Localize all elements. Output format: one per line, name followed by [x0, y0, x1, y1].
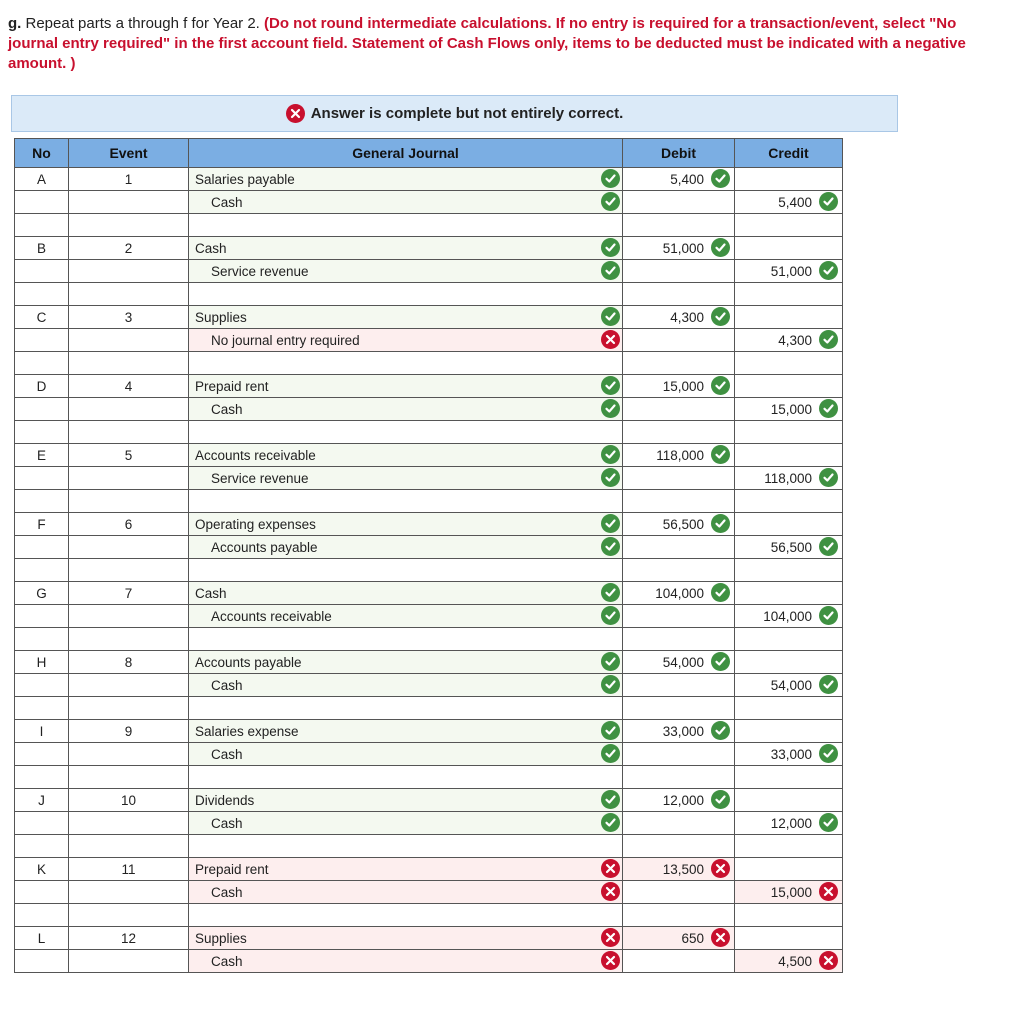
- table-row: [15, 881, 843, 904]
- entry-event: 2: [69, 237, 189, 260]
- entry-event: 1: [69, 168, 189, 191]
- spacer-row: [15, 628, 843, 651]
- table-row: [15, 720, 843, 743]
- debit-value: 12,000: [662, 792, 704, 808]
- header-event: Event: [69, 139, 189, 168]
- credit-field[interactable]: [735, 375, 843, 398]
- entry-event: 3: [69, 306, 189, 329]
- debit-field[interactable]: [623, 191, 735, 214]
- debit-field[interactable]: [623, 674, 735, 697]
- table-row: [15, 789, 843, 812]
- credit-field[interactable]: [735, 168, 843, 191]
- check-circle-icon: [601, 376, 620, 395]
- check-circle-icon: [601, 399, 620, 418]
- check-circle-icon: [711, 238, 730, 257]
- check-circle-icon: [601, 652, 620, 671]
- debit-value: 33,000: [662, 723, 704, 739]
- table-row: [15, 168, 843, 191]
- spacer-row: [15, 697, 843, 720]
- check-circle-icon: [819, 744, 838, 763]
- credit-field[interactable]: [735, 720, 843, 743]
- credit-field[interactable]: [735, 467, 843, 490]
- credit-field[interactable]: [735, 743, 843, 766]
- credit-value: 118,000: [764, 470, 812, 486]
- account-field[interactable]: [189, 168, 623, 191]
- credit-field[interactable]: [735, 651, 843, 674]
- check-circle-icon: [601, 813, 620, 832]
- table-row: [15, 444, 843, 467]
- entry-no: H: [15, 651, 69, 674]
- credit-field[interactable]: [735, 329, 843, 352]
- credit-value: 33,000: [770, 746, 812, 762]
- debit-field[interactable]: [623, 375, 735, 398]
- table-header-row: [15, 139, 843, 168]
- spacer-row: [15, 352, 843, 375]
- part-label: g.: [8, 15, 22, 32]
- header-general-journal: General Journal: [189, 139, 623, 168]
- debit-field[interactable]: [623, 812, 735, 835]
- check-circle-icon: [711, 376, 730, 395]
- banner-text: Answer is complete but not entirely correct.: [310, 105, 624, 122]
- credit-value: 104,000: [763, 608, 812, 624]
- check-circle-icon: [601, 261, 620, 280]
- x-circle-icon: [711, 928, 730, 947]
- x-circle-icon: [711, 859, 730, 878]
- table-row: [15, 582, 843, 605]
- spacer-row: [15, 490, 843, 513]
- credit-field[interactable]: [735, 927, 843, 950]
- account-name: Supplies: [195, 309, 247, 325]
- table-row: [15, 812, 843, 835]
- header-debit: Debit: [623, 139, 735, 168]
- entry-no: K: [15, 858, 69, 881]
- account-name: Cash: [211, 746, 243, 762]
- table-row: [15, 927, 843, 950]
- account-field[interactable]: [189, 927, 623, 950]
- check-circle-icon: [601, 238, 620, 257]
- spacer-row: [15, 421, 843, 444]
- debit-value: 56,500: [662, 516, 704, 532]
- account-name: Cash: [211, 677, 243, 693]
- table-row: [15, 513, 843, 536]
- check-circle-icon: [819, 675, 838, 694]
- check-circle-icon: [601, 583, 620, 602]
- debit-field[interactable]: [623, 582, 735, 605]
- debit-field[interactable]: [623, 168, 735, 191]
- header-no: No: [15, 139, 69, 168]
- debit-value: 650: [681, 930, 704, 946]
- account-field[interactable]: [189, 237, 623, 260]
- check-circle-icon: [601, 675, 620, 694]
- credit-field[interactable]: [735, 582, 843, 605]
- account-name: Prepaid rent: [195, 378, 269, 394]
- entry-no: B: [15, 237, 69, 260]
- check-circle-icon: [601, 307, 620, 326]
- account-field[interactable]: [189, 674, 623, 697]
- entry-no: G: [15, 582, 69, 605]
- credit-value: 56,500: [770, 539, 812, 555]
- credit-value: 12,000: [770, 815, 812, 831]
- entry-no: J: [15, 789, 69, 812]
- x-circle-icon: [601, 928, 620, 947]
- table-row: [15, 306, 843, 329]
- x-circle-icon: [601, 882, 620, 901]
- account-name: Cash: [211, 953, 243, 969]
- account-name: Cash: [211, 884, 243, 900]
- credit-field[interactable]: [735, 237, 843, 260]
- entry-no: E: [15, 444, 69, 467]
- check-circle-icon: [601, 721, 620, 740]
- journal-table: [14, 138, 843, 973]
- account-field[interactable]: [189, 191, 623, 214]
- spacer-row: [15, 283, 843, 306]
- check-circle-icon: [601, 606, 620, 625]
- check-circle-icon: [711, 445, 730, 464]
- entry-event: 12: [69, 927, 189, 950]
- table-row: [15, 467, 843, 490]
- debit-field[interactable]: [623, 651, 735, 674]
- debit-value: 5,400: [670, 171, 704, 187]
- account-field[interactable]: [189, 582, 623, 605]
- entry-no: L: [15, 927, 69, 950]
- debit-field[interactable]: [623, 513, 735, 536]
- check-circle-icon: [601, 537, 620, 556]
- check-circle-icon: [711, 790, 730, 809]
- instructions-text: Repeat parts a through f for Year 2.: [21, 15, 265, 32]
- check-circle-icon: [711, 307, 730, 326]
- check-circle-icon: [819, 537, 838, 556]
- debit-field[interactable]: [623, 720, 735, 743]
- account-field[interactable]: [189, 881, 623, 904]
- debit-value: 118,000: [656, 447, 704, 463]
- account-field[interactable]: [189, 329, 623, 352]
- account-field[interactable]: [189, 789, 623, 812]
- x-circle-icon: [286, 104, 305, 123]
- account-name: Cash: [211, 815, 243, 831]
- account-name: Cash: [211, 401, 243, 417]
- check-circle-icon: [601, 744, 620, 763]
- check-circle-icon: [711, 169, 730, 188]
- entry-no: D: [15, 375, 69, 398]
- account-name: Operating expenses: [195, 516, 316, 532]
- credit-field[interactable]: [735, 513, 843, 536]
- x-circle-icon: [601, 951, 620, 970]
- table-row: [15, 329, 843, 352]
- table-row: [15, 375, 843, 398]
- entry-no: A: [15, 168, 69, 191]
- debit-field[interactable]: [623, 237, 735, 260]
- check-circle-icon: [601, 790, 620, 809]
- account-name: Service revenue: [211, 470, 309, 486]
- check-circle-icon: [819, 330, 838, 349]
- account-field[interactable]: [189, 651, 623, 674]
- check-circle-icon: [819, 399, 838, 418]
- table-row: [15, 743, 843, 766]
- entry-event: 11: [69, 858, 189, 881]
- account-name: Accounts receivable: [211, 608, 332, 624]
- check-circle-icon: [819, 606, 838, 625]
- table-row: [15, 191, 843, 214]
- credit-field[interactable]: [735, 950, 843, 973]
- debit-field[interactable]: [623, 306, 735, 329]
- credit-field[interactable]: [735, 536, 843, 559]
- account-field[interactable]: [189, 513, 623, 536]
- table-row: [15, 260, 843, 283]
- debit-field[interactable]: [623, 789, 735, 812]
- answer-status-banner: [11, 95, 898, 132]
- spacer-row: [15, 835, 843, 858]
- instructions-directive: (Do not round intermediate calculations. If no entry is required for a transaction/event, select "No journal entry required" in the first account field. Statement of Cash Flows only, items to be deducted must be indicated with a negative amount. ): [8, 15, 966, 72]
- credit-value: 15,000: [770, 401, 812, 417]
- credit-field[interactable]: [735, 398, 843, 421]
- table-row: [15, 536, 843, 559]
- x-circle-icon: [601, 330, 620, 349]
- credit-value: 15,000: [770, 884, 812, 900]
- entry-event: 9: [69, 720, 189, 743]
- account-field[interactable]: [189, 743, 623, 766]
- check-circle-icon: [711, 514, 730, 533]
- entry-no: I: [15, 720, 69, 743]
- credit-field[interactable]: [735, 858, 843, 881]
- entry-event: 7: [69, 582, 189, 605]
- debit-field[interactable]: [623, 605, 735, 628]
- account-name: Accounts receivable: [195, 447, 316, 463]
- account-name: Service revenue: [211, 263, 309, 279]
- header-credit: Credit: [735, 139, 843, 168]
- spacer-row: [15, 559, 843, 582]
- debit-field[interactable]: [623, 881, 735, 904]
- table-row: [15, 237, 843, 260]
- entry-event: 8: [69, 651, 189, 674]
- debit-field[interactable]: [623, 398, 735, 421]
- check-circle-icon: [601, 468, 620, 487]
- debit-field[interactable]: [623, 858, 735, 881]
- credit-value: 5,400: [778, 194, 812, 210]
- table-row: [15, 651, 843, 674]
- account-field[interactable]: [189, 858, 623, 881]
- account-field[interactable]: [189, 720, 623, 743]
- account-field[interactable]: [189, 375, 623, 398]
- account-field[interactable]: [189, 950, 623, 973]
- check-circle-icon: [711, 583, 730, 602]
- debit-value: 104,000: [655, 585, 704, 601]
- credit-field[interactable]: [735, 306, 843, 329]
- credit-value: 54,000: [770, 677, 812, 693]
- spacer-row: [15, 904, 843, 927]
- debit-field[interactable]: [623, 444, 735, 467]
- debit-value: 15,000: [662, 378, 704, 394]
- table-row: [15, 398, 843, 421]
- account-name: Prepaid rent: [195, 861, 269, 877]
- table-row: [15, 858, 843, 881]
- entry-event: 5: [69, 444, 189, 467]
- account-field[interactable]: [189, 444, 623, 467]
- account-name: Dividends: [195, 792, 255, 808]
- debit-field[interactable]: [623, 329, 735, 352]
- credit-field[interactable]: [735, 605, 843, 628]
- credit-field[interactable]: [735, 789, 843, 812]
- check-circle-icon: [819, 192, 838, 211]
- credit-field[interactable]: [735, 812, 843, 835]
- debit-field[interactable]: [623, 743, 735, 766]
- instructions: [8, 14, 1008, 74]
- entry-event: 4: [69, 375, 189, 398]
- table-row: [15, 950, 843, 973]
- debit-value: 51,000: [662, 240, 704, 256]
- account-field[interactable]: [189, 605, 623, 628]
- account-name: Accounts payable: [211, 539, 318, 555]
- debit-field[interactable]: [623, 927, 735, 950]
- check-circle-icon: [819, 261, 838, 280]
- check-circle-icon: [819, 468, 838, 487]
- debit-field[interactable]: [623, 950, 735, 973]
- credit-value: 4,300: [778, 332, 812, 348]
- account-field[interactable]: [189, 467, 623, 490]
- account-name: Cash: [195, 240, 227, 256]
- table-row: [15, 605, 843, 628]
- debit-value: 4,300: [670, 309, 704, 325]
- account-name: Supplies: [195, 930, 247, 946]
- debit-field[interactable]: [623, 260, 735, 283]
- check-circle-icon: [601, 169, 620, 188]
- account-name: No journal entry required: [211, 332, 360, 348]
- account-field[interactable]: [189, 812, 623, 835]
- spacer-row: [15, 214, 843, 237]
- entry-no: F: [15, 513, 69, 536]
- check-circle-icon: [711, 652, 730, 671]
- credit-field[interactable]: [735, 260, 843, 283]
- x-circle-icon: [601, 859, 620, 878]
- x-circle-icon: [819, 882, 838, 901]
- account-field[interactable]: [189, 398, 623, 421]
- check-circle-icon: [819, 813, 838, 832]
- table-row: [15, 674, 843, 697]
- account-name: Cash: [211, 194, 243, 210]
- account-name: Salaries payable: [195, 171, 295, 187]
- check-circle-icon: [601, 514, 620, 533]
- x-circle-icon: [819, 951, 838, 970]
- entry-event: 6: [69, 513, 189, 536]
- account-field[interactable]: [189, 260, 623, 283]
- account-field[interactable]: [189, 536, 623, 559]
- spacer-row: [15, 766, 843, 789]
- account-name: Salaries expense: [195, 723, 299, 739]
- account-name: Cash: [195, 585, 227, 601]
- credit-field[interactable]: [735, 444, 843, 467]
- credit-field[interactable]: [735, 674, 843, 697]
- credit-field[interactable]: [735, 881, 843, 904]
- debit-field[interactable]: [623, 467, 735, 490]
- check-circle-icon: [601, 445, 620, 464]
- debit-value: 13,500: [662, 861, 704, 877]
- entry-no: C: [15, 306, 69, 329]
- credit-value: 51,000: [770, 263, 812, 279]
- account-name: Accounts payable: [195, 654, 302, 670]
- account-field[interactable]: [189, 306, 623, 329]
- check-circle-icon: [711, 721, 730, 740]
- credit-value: 4,500: [778, 953, 812, 969]
- check-circle-icon: [601, 192, 620, 211]
- credit-field[interactable]: [735, 191, 843, 214]
- entry-event: 10: [69, 789, 189, 812]
- debit-value: 54,000: [662, 654, 704, 670]
- debit-field[interactable]: [623, 536, 735, 559]
